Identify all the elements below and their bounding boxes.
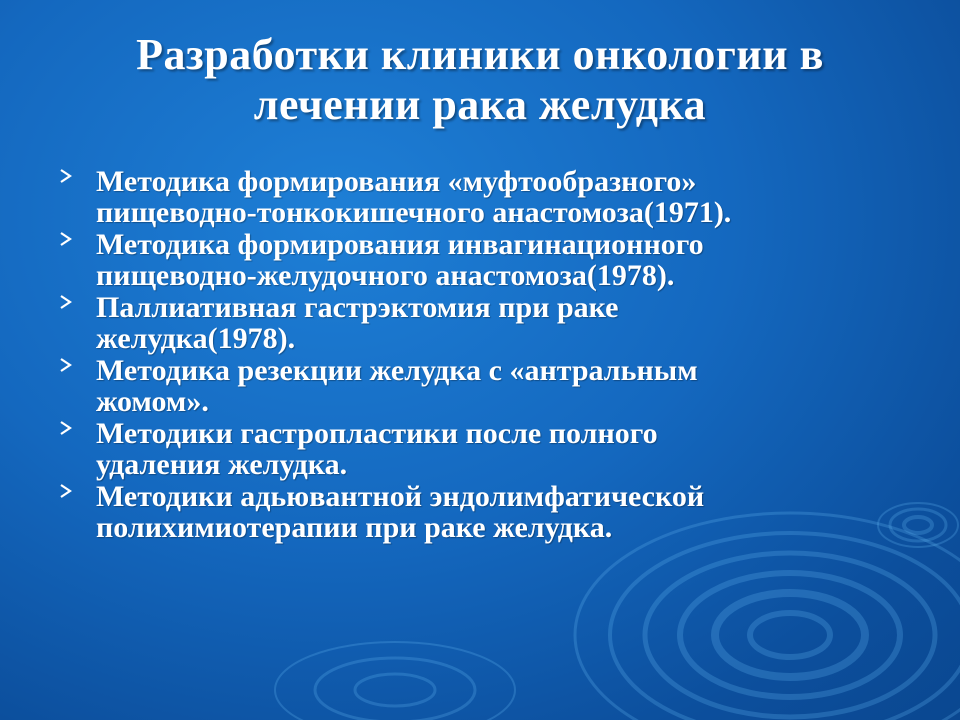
bullet-text-line: Методики адьювантной эндолимфатической xyxy=(96,480,705,513)
bullet-item xyxy=(56,481,916,543)
chevron-right-icon xyxy=(58,231,74,247)
chevron-right-icon xyxy=(58,168,74,184)
bullet-list xyxy=(56,166,916,544)
bullet-item xyxy=(56,355,916,417)
chevron-right-icon xyxy=(58,483,74,499)
bullet-item xyxy=(56,292,916,354)
title-line: лечении рака желудка xyxy=(253,80,707,129)
bullet-text-line: Методика формирования инвагинационного xyxy=(96,228,704,261)
bullet-text-line: удаления желудка. xyxy=(96,448,348,481)
chevron-right-icon xyxy=(58,294,74,310)
bullet-text-line: полихимиотерапии при раке желудка. xyxy=(96,511,613,544)
bullet-text-line: Методики гастропластики после полного xyxy=(96,417,658,450)
bullet-text-line: пищеводно-тонкокишечного анастомоза(1971). xyxy=(96,196,732,229)
bullet-text-line: пищеводно-желудочного анастомоза(1978). xyxy=(96,259,675,292)
bullet-text-line: Методика формирования «муфтообразного» xyxy=(96,165,697,198)
bullet-item xyxy=(56,166,916,228)
bullet-item xyxy=(56,418,916,480)
chevron-right-icon xyxy=(58,420,74,436)
bullet-text-line: желудка(1978). xyxy=(96,322,296,355)
title-line: Разработки клиники онкологии в xyxy=(136,30,824,79)
bullet-text-line: жомом». xyxy=(96,385,209,418)
bullet-item xyxy=(56,229,916,291)
chevron-right-icon xyxy=(58,357,74,373)
bullet-text-line: Методика резекции желудка с «антральным xyxy=(96,354,698,387)
slide-title xyxy=(0,30,960,130)
bullet-text-line: Паллиативная гастрэктомия при раке xyxy=(96,291,619,324)
